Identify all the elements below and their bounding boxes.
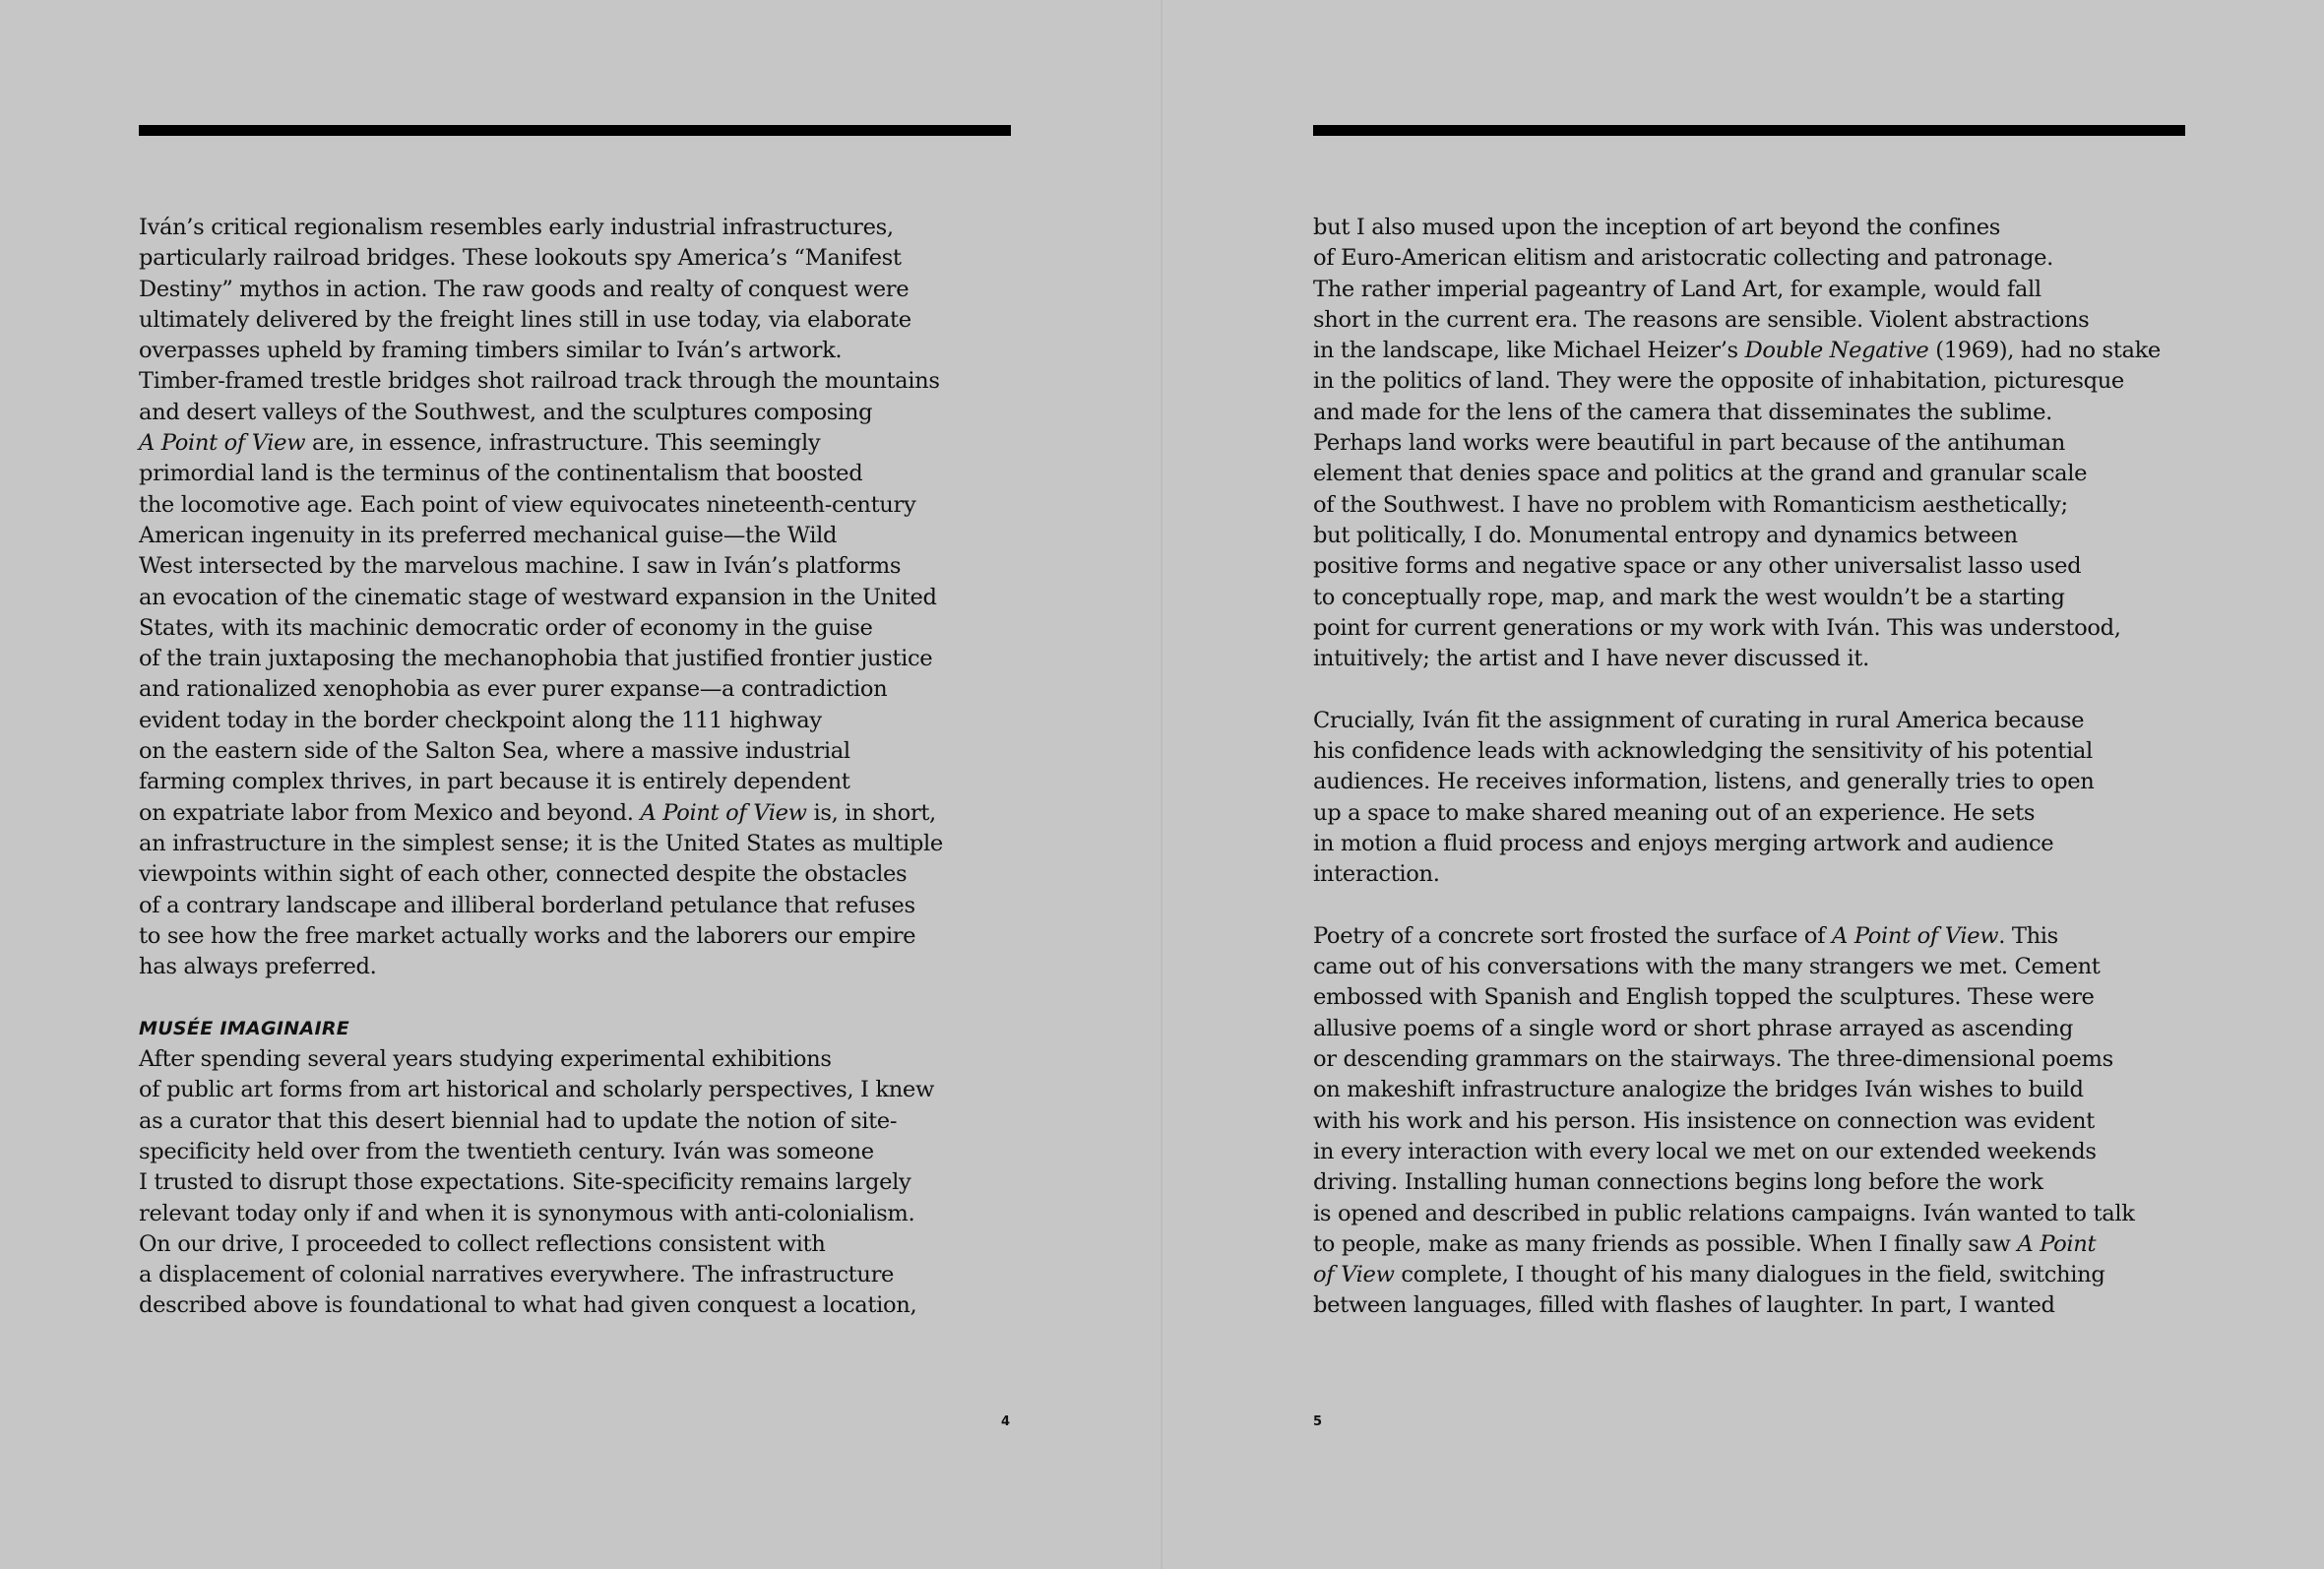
header-rule [1313, 125, 2185, 136]
text-line: up a space to make shared meaning out of an experience. He sets [1313, 799, 2036, 826]
text-line: West intersected by the marvelous machine. I saw in Iván’s platforms [139, 553, 902, 580]
text-line: particularly railroad bridges. These lookouts spy America’s “Manifest [139, 245, 902, 272]
text-line: as a curator that this desert biennial had to update the notion of site- [139, 1107, 898, 1134]
text-line: in the landscape, like Michael Heizer’s Double Negative (1969), had no stake [1313, 338, 2161, 364]
text-line: on expatriate labor from Mexico and beyond. A Point of View is, in short, [139, 799, 936, 826]
text-line: and desert valleys of the Southwest, and the sculptures composing [139, 399, 873, 425]
text-line: an infrastructure in the simplest sense; it is the United States as multiple [139, 830, 943, 856]
text-line: of a contrary landscape and illiberal borderland petulance that refuses [139, 892, 915, 918]
artwork-title: A Point of View [139, 430, 306, 457]
text-line: of Euro-American elitism and aristocratic collecting and patronage. [1313, 245, 2053, 272]
text-line: an evocation of the cinematic stage of westward expansion in the United [139, 584, 937, 610]
right-page-body [1313, 213, 2160, 1322]
text-line: intuitively; the artist and I have never discussed it. [1313, 646, 1869, 672]
text-line: in the politics of land. They were the opposite of inhabitation, picturesque [1313, 368, 2124, 395]
right-page [1162, 0, 2324, 1569]
artwork-title: A Point of View [640, 799, 807, 826]
text-line: in motion a fluid process and enjoys merging artwork and audience [1313, 830, 2054, 856]
section-heading: MUSÉE IMAGINAIRE [139, 1017, 350, 1039]
text-line: American ingenuity in its preferred mechanical guise—the Wild [139, 522, 838, 548]
artwork-title: Double Negative [1744, 338, 1929, 364]
text-line: came out of his conversations with the many strangers we met. Cement [1313, 954, 2101, 980]
text-line: on the eastern side of the Salton Sea, where a massive industrial [139, 738, 850, 765]
text-line: allusive poems of a single word or short phrase arrayed as ascending [1313, 1015, 2073, 1041]
paragraph [1313, 706, 2160, 891]
text-line: A Point of View are, in essence, infrastructure. This seemingly [139, 430, 821, 457]
text-line: driving. Installing human connections begins long before the work [1313, 1169, 2043, 1196]
text-line: on makeshift infrastructure analogize the bridges Iván wishes to build [1313, 1077, 2084, 1103]
text-line: relevant today only if and when it is synonymous with anti-colonialism. [139, 1200, 915, 1226]
text-line: to see how the free market actually works and the laborers our empire [139, 922, 916, 949]
text-line: After spending several years studying experimental exhibitions [139, 1046, 832, 1073]
text-line: evident today in the border checkpoint along the 111 highway [139, 707, 822, 733]
text-line: is opened and described in public relations campaigns. Iván wanted to talk [1313, 1200, 2135, 1226]
text-line: viewpoints within sight of each other, connected despite the obstacles [139, 861, 908, 888]
text-line: has always preferred. [139, 954, 377, 980]
text-line: Crucially, Iván fit the assignment of curating in rural America because [1313, 707, 2085, 733]
artwork-title: A Point of View [1832, 922, 1999, 949]
text-line: of View complete, I thought of his many dialogues in the field, switching [1313, 1262, 2105, 1288]
text-line: Iván’s critical regionalism resembles early industrial infrastructures, [139, 215, 894, 240]
paragraph [1313, 921, 2160, 1322]
paragraph-gap [1313, 891, 2160, 921]
paragraph-gap [139, 982, 966, 1013]
text-line: of public art forms from art historical and scholarly perspectives, I knew [139, 1077, 934, 1103]
text-line: short in the current era. The reasons are sensible. Violent abstractions [1313, 306, 2090, 333]
text-line: and made for the lens of the camera that disseminates the sublime. [1313, 399, 2052, 425]
text-line: to conceptually rope, map, and mark the west wouldn’t be a starting [1313, 584, 2065, 610]
paragraph [139, 1044, 966, 1322]
text-line: his confidence leads with acknowledging the sensitivity of his potential [1313, 738, 2093, 765]
text-line: to people, make as many friends as possible. When I finally saw A Point [1313, 1230, 2097, 1257]
text-line: between languages, filled with flashes of laughter. In part, I wanted [1313, 1292, 2055, 1319]
text-line: ultimately delivered by the freight lines still in use today, via elaborate [139, 306, 911, 333]
text-line: Perhaps land works were beautiful in part because of the antihuman [1313, 430, 2065, 457]
text-line: On our drive, I proceeded to collect reflections consistent with [139, 1230, 826, 1257]
page-number: 5 [1313, 1414, 1323, 1429]
text-line: audiences. He receives information, listens, and generally tries to open [1313, 769, 2095, 795]
text-line: described above is foundational to what had given conquest a location, [139, 1292, 917, 1319]
text-line: primordial land is the terminus of the continentalism that boosted [139, 461, 863, 487]
text-line: Poetry of a concrete sort frosted the surface of A Point of View. This [1313, 922, 2058, 949]
artwork-title: A Point [2017, 1230, 2097, 1257]
text-line: and rationalized xenophobia as ever purer expanse—a contradiction [139, 676, 888, 703]
artwork-title: of View [1313, 1262, 1395, 1288]
left-page-body [139, 213, 966, 1322]
text-line: a displacement of colonial narratives everywhere. The infrastructure [139, 1262, 895, 1288]
text-line: farming complex thrives, in part because it is entirely dependent [139, 769, 850, 795]
page-number: 4 [1001, 1414, 1011, 1429]
paragraph [139, 213, 966, 982]
text-line: overpasses upheld by framing timbers similar to Iván’s artwork. [139, 338, 843, 364]
text-line: or descending grammars on the stairways. The three-dimensional poems [1313, 1046, 2113, 1073]
paragraph-gap [1313, 674, 2160, 705]
text-line: specificity held over from the twentieth century. Iván was someone [139, 1138, 874, 1164]
text-line: but politically, I do. Monumental entropy and dynamics between [1313, 522, 2018, 548]
paragraph [1313, 213, 2160, 674]
text-line: the locomotive age. Each point of view equivocates nineteenth-century [139, 491, 916, 518]
text-line: Timber-framed trestle bridges shot railroad track through the mountains [139, 368, 940, 395]
header-rule [139, 125, 1011, 136]
text-line: point for current generations or my work with Iván. This was understood, [1313, 614, 2121, 641]
text-line: I trusted to disrupt those expectations. Site-specificity remains largely [139, 1169, 911, 1196]
text-line: of the train juxtaposing the mechanophobia that justified frontier justice [139, 646, 933, 672]
text-line: States, with its machinic democratic order of economy in the guise [139, 614, 873, 641]
text-line: element that denies space and politics at the grand and granular scale [1313, 461, 2088, 487]
text-line: interaction. [1313, 861, 1440, 888]
text-line: embossed with Spanish and English topped the sculptures. These were [1313, 984, 2095, 1011]
text-line: but I also mused upon the inception of art beyond the confines [1313, 215, 2000, 240]
left-page [0, 0, 1161, 1569]
text-line: of the Southwest. I have no problem with Romanticism aesthetically; [1313, 491, 2068, 518]
text-line: in every interaction with every local we met on our extended weekends [1313, 1138, 2097, 1164]
text-line: The rather imperial pageantry of Land Art, for example, would fall [1313, 276, 2041, 302]
text-line: with his work and his person. His insistence on connection was evident [1313, 1107, 2095, 1134]
text-line: Destiny” mythos in action. The raw goods and realty of conquest were [139, 276, 910, 302]
text-line: positive forms and negative space or any other universalist lasso used [1313, 553, 2082, 580]
